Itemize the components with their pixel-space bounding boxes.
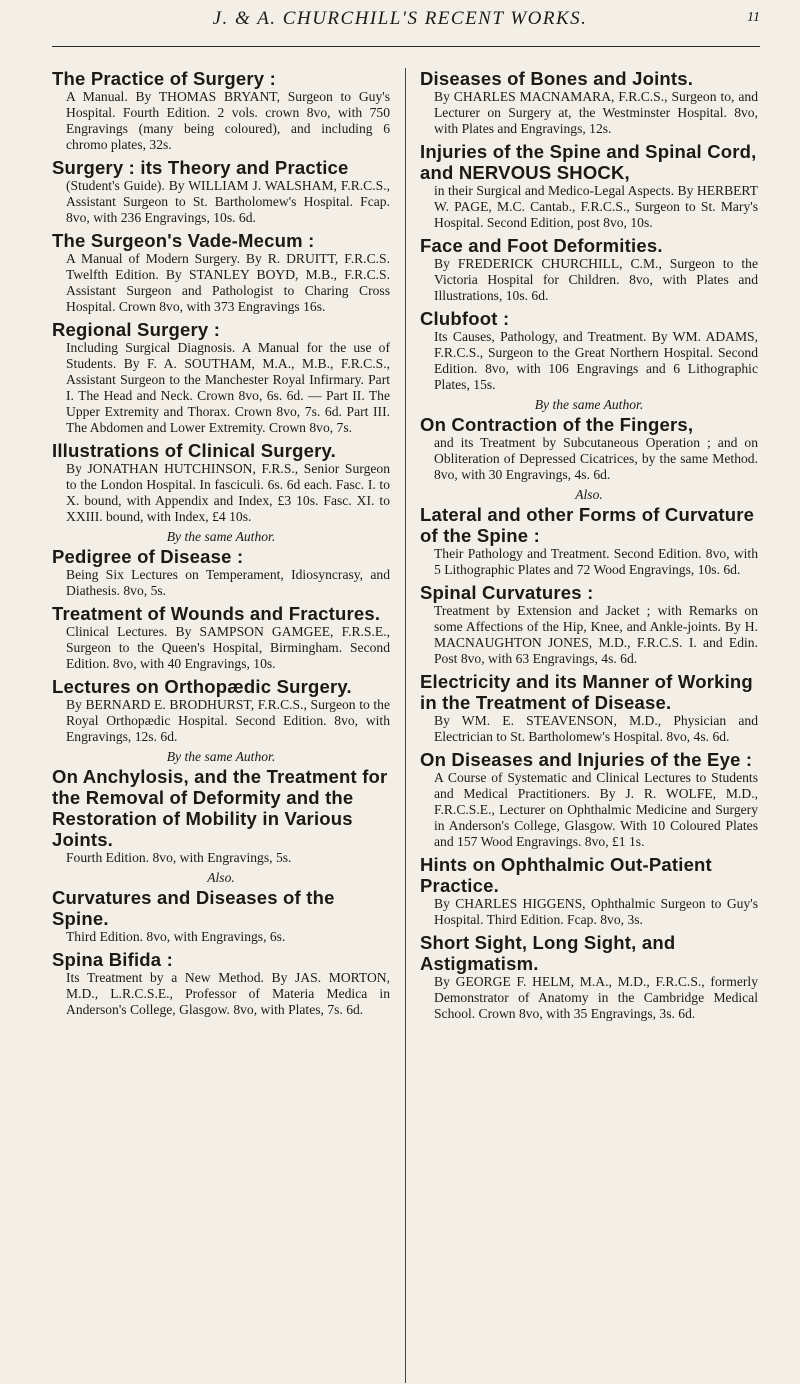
book-entry xyxy=(52,230,390,315)
page-number: 11 xyxy=(747,10,760,25)
book-title: On Diseases and Injuries of the Eye : xyxy=(420,749,753,770)
by-same-author-note: Also. xyxy=(575,487,603,502)
book-description: Their Pathology and Treatment. Second Edition. 8vo, with 5 Lithographic Plates and 72 Wood Engravings, 10s. 6d. xyxy=(434,546,758,577)
book-description: By CHARLES HIGGENS, Ophthalmic Surgeon to Guy's Hospital. Third Edition. Fcap. 8vo, 3s. xyxy=(434,896,758,927)
book-title: Lectures on Orthopædic Surgery. xyxy=(52,676,352,697)
book-entry xyxy=(420,414,758,483)
book-description: By GEORGE F. HELM, M.A., M.D., F.R.C.S., formerly Demonstrator of Anatomy in the Cambridge Medical School. Crown 8vo, with 35 Engravings, 3s. 6d. xyxy=(434,974,758,1021)
book-entry xyxy=(52,949,390,1018)
book-description: Being Six Lectures on Temperament, Idiosyncrasy, and Diathesis. 8vo, 5s. xyxy=(66,567,390,598)
book-title: On Anchylosis, and the Treatment for the Removal of Deformity and the Restoration of Mobility in Various Joints. xyxy=(52,766,388,850)
book-title: Lateral and other Forms of Curvature of the Spine : xyxy=(420,504,755,546)
book-title: Illustrations of Clinical Surgery. xyxy=(52,440,337,461)
book-description: By JONATHAN HUTCHINSON, F.R.S., Senior Surgeon to the London Hospital. In fasciculi. 6s. 6d each. Fasc. I. to X. bound, with Appendix and Index, £3 10s. Fasc. XI. to XXIII. bound, with Index, £4 10s. xyxy=(66,461,390,524)
book-entry xyxy=(420,308,758,393)
book-entry xyxy=(52,603,390,672)
left-column xyxy=(52,68,390,1022)
book-title: Short Sight, Long Sight, and Astigmatism. xyxy=(420,932,676,974)
book-entry xyxy=(52,676,390,745)
book-entry xyxy=(52,319,390,436)
column-divider xyxy=(405,68,406,1383)
book-title: Curvatures and Diseases of the Spine. xyxy=(52,887,335,929)
book-entry xyxy=(420,749,758,850)
book-title: The Practice of Surgery : xyxy=(52,68,276,89)
book-description: A Manual of Modern Surgery. By R. DRUITT, F.R.C.S. Twelfth Edition. By STANLEY BOYD, M.B., F.R.C.S. Assistant Surgeon and Pathologist to Charing Cross Hospital. Crown 8vo, with 373 Engravings 16s. xyxy=(66,251,390,314)
running-title: J. & A. CHURCHILL'S RECENT WORKS. xyxy=(212,8,588,29)
book-description: in their Surgical and Medico-Legal Aspects. By HERBERT W. PAGE, M.C. Cantab., F.R.C.S., Surgeon to St. Mary's Hospital. Second Edition, post 8vo, 10s. xyxy=(434,183,758,230)
book-title: Clubfoot : xyxy=(420,308,510,329)
book-description: Fourth Edition. 8vo, with Engravings, 5s. xyxy=(66,850,292,865)
book-entry xyxy=(52,440,390,525)
two-column-listing xyxy=(52,68,758,1368)
book-entry xyxy=(52,546,390,599)
book-entry xyxy=(420,504,758,578)
book-title: Hints on Ophthalmic Out-Patient Practice. xyxy=(420,854,712,896)
book-description: Treatment by Extension and Jacket ; with Remarks on some Affections of the Hip, Knee, and Ankle-joints. By H. MACNAUGHTON JONES, M.D., F.R.C.S. I. and Edin. Post 8vo, with 63 Engravings, 4s. 6d. xyxy=(434,603,758,666)
by-same-author-note: By the same Author. xyxy=(166,529,276,544)
book-description: By WM. E. STEAVENSON, M.D., Physician and Electrician to St. Bartholomew's Hospital. 8vo, 4s. 6d. xyxy=(434,713,758,744)
book-description: By FREDERICK CHURCHILL, C.M., Surgeon to the Victoria Hospital for Children. 8vo, with Plates and Illustrations, 10s. 6d. xyxy=(434,256,758,303)
book-title: Electricity and its Manner of Working in the Treatment of Disease. xyxy=(420,671,753,713)
book-title: Spinal Curvatures : xyxy=(420,582,594,603)
book-title: Injuries of the Spine and Spinal Cord, and NERVOUS SHOCK, xyxy=(420,141,757,183)
book-title: The Surgeon's Vade-Mecum : xyxy=(52,230,315,251)
book-description: Its Treatment by a New Method. By JAS. MORTON, M.D., L.R.C.S.E., Professor of Materia Medica in Anderson's College, Glasgow. 8vo, with Plates, 7s. 6d. xyxy=(66,970,390,1017)
header-rule xyxy=(52,46,760,47)
book-title: Spina Bifida : xyxy=(52,949,173,970)
book-title: Regional Surgery : xyxy=(52,319,221,340)
book-description: Its Causes, Pathology, and Treatment. By WM. ADAMS, F.R.C.S., Surgeon to the Great Northern Hospital. Second Edition. 8vo, with 106 Engravings and 6 Lithographic Plates, 15s. xyxy=(434,329,758,392)
book-entry xyxy=(420,671,758,745)
book-title: Diseases of Bones and Joints. xyxy=(420,68,694,89)
book-entry xyxy=(52,68,390,153)
book-title: Pedigree of Disease : xyxy=(52,546,244,567)
book-title: Surgery : its Theory and Practice xyxy=(52,157,349,178)
by-same-author-note: By the same Author. xyxy=(534,397,644,412)
book-entry xyxy=(52,887,390,945)
book-entry xyxy=(52,157,390,226)
book-description: By BERNARD E. BRODHURST, F.R.C.S., Surgeon to the Royal Orthopædic Hospital. Second Edition. 8vo, with Engravings, 12s. 6d. xyxy=(66,697,390,744)
book-title: Treatment of Wounds and Fractures. xyxy=(52,603,381,624)
by-same-author-note: By the same Author. xyxy=(166,749,276,764)
book-description: Including Surgical Diagnosis. A Manual for the use of Students. By F. A. SOUTHAM, M.A., M.B., F.R.C.S., Assistant Surgeon to the Manchester Royal Infirmary. Part I. The Head and Neck. Crown 8vo, 6s. 6d. — Part II. The Upper Extremity and Thorax. Crown 8vo, 7s. 6d. Part III. The Abdomen and Lower Extremity. Crown 8vo, 7s. xyxy=(66,340,390,435)
book-description: By CHARLES MACNAMARA, F.R.C.S., Surgeon to, and Lecturer on Surgery at, the Westminster Hospital. 8vo, with Plates and Engravings, 12s. xyxy=(434,89,758,136)
book-entry xyxy=(420,235,758,304)
book-description: Clinical Lectures. By SAMPSON GAMGEE, F.R.S.E., Surgeon to the Queen's Hospital, Birmingham. Second Edition. 8vo, with 40 Engravings, 10s. xyxy=(66,624,390,671)
book-title: On Contraction of the Fingers, xyxy=(420,414,694,435)
by-same-author-note: Also. xyxy=(207,870,235,885)
right-column xyxy=(420,68,758,1026)
book-entry xyxy=(420,68,758,137)
book-description: A Manual. By THOMAS BRYANT, Surgeon to Guy's Hospital. Fourth Edition. 2 vols. crown 8vo, with 750 Engravings (many being coloured), and including 6 chromo plates, 32s. xyxy=(66,89,390,152)
book-description: Third Edition. 8vo, with Engravings, 6s. xyxy=(66,929,286,944)
book-title: Face and Foot Deformities. xyxy=(420,235,663,256)
book-description: A Course of Systematic and Clinical Lectures to Students and Medical Practitioners. By J. R. WOLFE, M.D., F.R.C.S.E., Lecturer on Ophthalmic Medicine and Surgery in Anderson's College, Glasgow. With 10 Coloured Plates and 157 Wood Engravings. 8vo, £1 1s. xyxy=(434,770,758,849)
book-entry xyxy=(52,766,390,866)
book-entry xyxy=(420,854,758,928)
book-description: and its Treatment by Subcutaneous Operation ; and on Obliteration of Depressed Cicatrices, by the same Method. 8vo, with 30 Engravings, 4s. 6d. xyxy=(434,435,758,482)
book-description: (Student's Guide). By WILLIAM J. WALSHAM, F.R.C.S., Assistant Surgeon to St. Bartholomew's Hospital. Fcap. 8vo, with 236 Engravings, 10s. 6d. xyxy=(66,178,390,225)
book-entry xyxy=(420,932,758,1022)
book-entry xyxy=(420,141,758,231)
book-entry xyxy=(420,582,758,667)
